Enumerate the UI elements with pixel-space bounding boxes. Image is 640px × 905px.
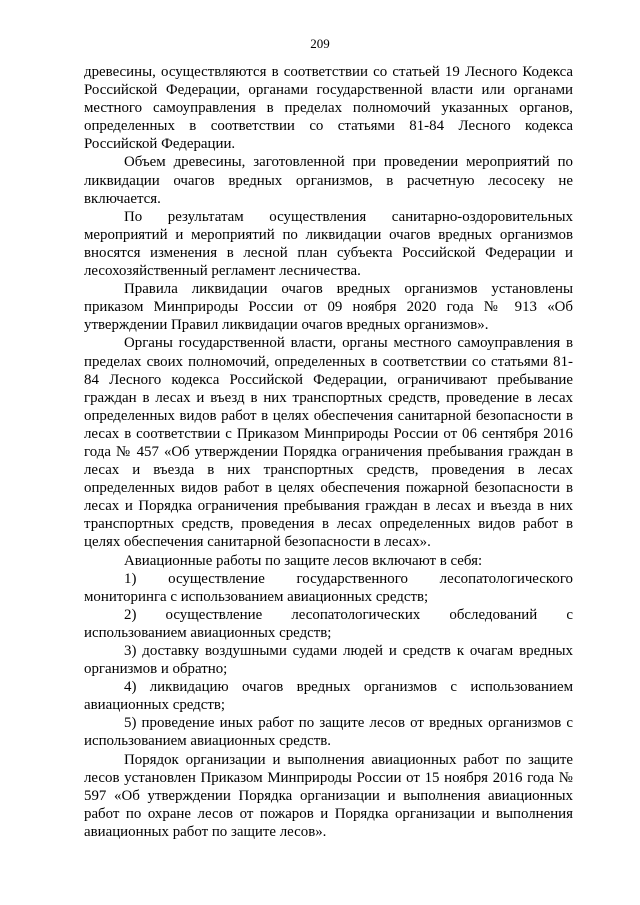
- list-item-5: 5) проведение иных работ по защите лесов от вредных организмов с использованием авиационных средств.: [84, 715, 573, 750]
- paragraph-aviation-works-intro: Авиационные работы по защите лесов включают в себя:: [124, 552, 483, 569]
- page-number: 209: [310, 36, 330, 51]
- list-item-3: 3) доставку воздушными судами людей и средств к очагам вредных организмов и обратно;: [84, 643, 573, 678]
- paragraph-continuation: древесины, осуществляются в соответствии со статьей 19 Лесного Кодекса Российской Федерации, органами государственной власти или органами местного самоуправления в пределах полномочий указанных органов, определенных в соответствии со статьями 81-84 Лесного кодекса Российской Федерации.: [84, 64, 573, 153]
- paragraph-access-restrictions: Органы государственной власти, органы местного самоуправления в пределах своих полномочий, определенных в соответствии со статьями 81-84 Лесного кодекса Российской Федерации, ограничивают пребывание граждан в лесах и въезд в них транспортных средств, проведение в лесах определенных видов работ в целях обеспечения санитарной безопасности в лесах в соответствии с Приказом Минприроды России от 06 сентября 2016 года № 457 «Об утверждении Порядка ограничения пребывания граждан в лесах и въезда в них транспортных средств, проведения в лесах определенных видов работ в целях обеспечения пожарной безопасности в лесах и Порядка ограничения пребывания граждан в лесах и въезда в них транспортных средств, проведения в лесах определенных видов работ в целях обеспечения санитарной безопасности в лесах».: [84, 335, 573, 551]
- paragraph-forest-plan-changes: По результатам осуществления санитарно-оздоровительных мероприятий и мероприятий по ликвидации очагов вредных организмов вносятся изменения в лесной план субъекта Российской Федерации и лесохозяйственный регламент лесничества.: [84, 208, 573, 280]
- paragraph-liquidation-rules: Правила ликвидации очагов вредных организмов установлены приказом Минприроды России от 09 ноября 2020 года № 913 «Об утверждении Правил ликвидации очагов вредных организмов».: [84, 281, 573, 334]
- document-body: [84, 63, 573, 841]
- paragraph-wood-volume: Объем древесины, заготовленной при проведении мероприятий по ликвидации очагов вредных организмов, в расчетную лесосеку не включается.: [84, 154, 573, 207]
- list-item-2: 2) осуществление лесопатологических обследований с использованием авиационных средств;: [84, 606, 573, 641]
- list-item-4: 4) ликвидацию очагов вредных организмов с использованием авиационных средств;: [84, 679, 573, 714]
- list-item-1: 1) осуществление государственного лесопатологического мониторинга с использованием авиационных средств;: [84, 570, 573, 605]
- paragraph-aviation-procedure: Порядок организации и выполнения авиационных работ по защите лесов установлен Приказом Минприроды России от 15 ноября 2016 года № 597 «Об утверждении Порядка организации и выполнения авиационных работ по охране лесов от пожаров и Порядка организации и выполнения авиационных работ по защите лесов».: [84, 751, 573, 840]
